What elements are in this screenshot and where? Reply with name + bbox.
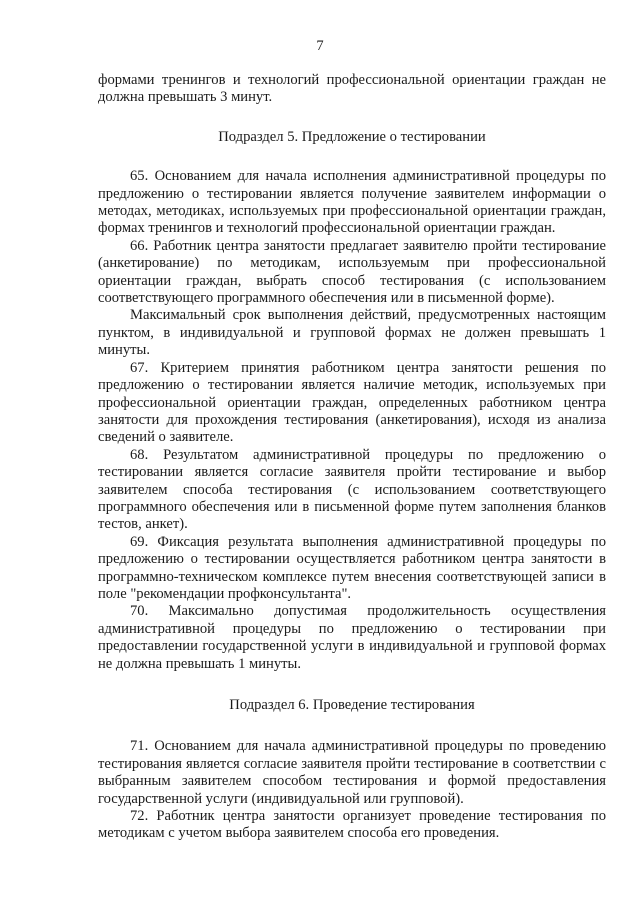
paragraph-68: 68. Результатом административной процедуры по предложению о тестировании является согласие заявителя пройти тестирование и выбор заявителем способа тестирования (с использованием соответствующего программного обеспечения или в письменной форме путем заполнения бланков тестов, анкет). — [98, 446, 606, 533]
paragraph-69: 69. Фиксация результата выполнения административной процедуры по предложению о тестировании осуществляется работником центра занятости в программно-техническом комплексе путем внесения соответствующей записи в поле "рекомендации профконсультанта". — [98, 533, 606, 602]
subsection-5-heading: Подраздел 5. Предложение о тестировании — [218, 128, 486, 145]
subsection-6-heading: Подраздел 6. Проведение тестирования — [229, 697, 475, 713]
paragraph-65: 65. Основанием для начала исполнения административной процедуры по предложению о тестировании является получение заявителем информации о методах, методиках, используемых при профессиональной ориентации граждан, формах тренингов и технологий профессиональной ориентации граждан. — [98, 168, 606, 237]
paragraph-continued: формами тренингов и технологий профессиональной ориентации граждан не должна превышать 3 минут. — [98, 72, 606, 106]
page-number: 7 — [316, 38, 324, 54]
paragraph-67: 67. Критерием принятия работником центра занятости решения по предложению о тестировании является наличие методик, используемых при профессиональной ориентации граждан, определенных работником центра занятости для прохождения тестирования (анкетирования), исходя из анализа сведений о заявителе. — [98, 359, 606, 446]
paragraph-71: 71. Основанием для начала административной процедуры по проведению тестирования является согласие заявителя пройти тестирование в соответствии с выбранным заявителем способом тестирования и формой предоставления государственной услуги (индивидуальной или групповой). — [98, 738, 606, 807]
paragraph-70: 70. Максимально допустимая продолжительность осуществления административной процедуры по предложению о тестировании при предоставлении государственной услуги в индивидуальной и групповой формах не должна превышать 1 минуты. — [98, 603, 606, 672]
paragraph-66: 66. Работник центра занятости предлагает заявителю пройти тестирование (анкетирование) по методикам, используемым при профессиональной ориентации граждан, выбрать способ тестирования (с использованием соответствующего программного обеспечения или в письменной форме). — [98, 237, 606, 307]
paragraph-66-max-time: Максимальный срок выполнения действий, предусмотренных настоящим пунктом, в индивидуальной и групповой формах не должен превышать 1 минуты. — [98, 307, 606, 359]
paragraph-72: 72. Работник центра занятости организует проведение тестирования по методикам с учетом выбора заявителем способа его проведения. — [98, 808, 606, 842]
document-body — [98, 72, 606, 843]
